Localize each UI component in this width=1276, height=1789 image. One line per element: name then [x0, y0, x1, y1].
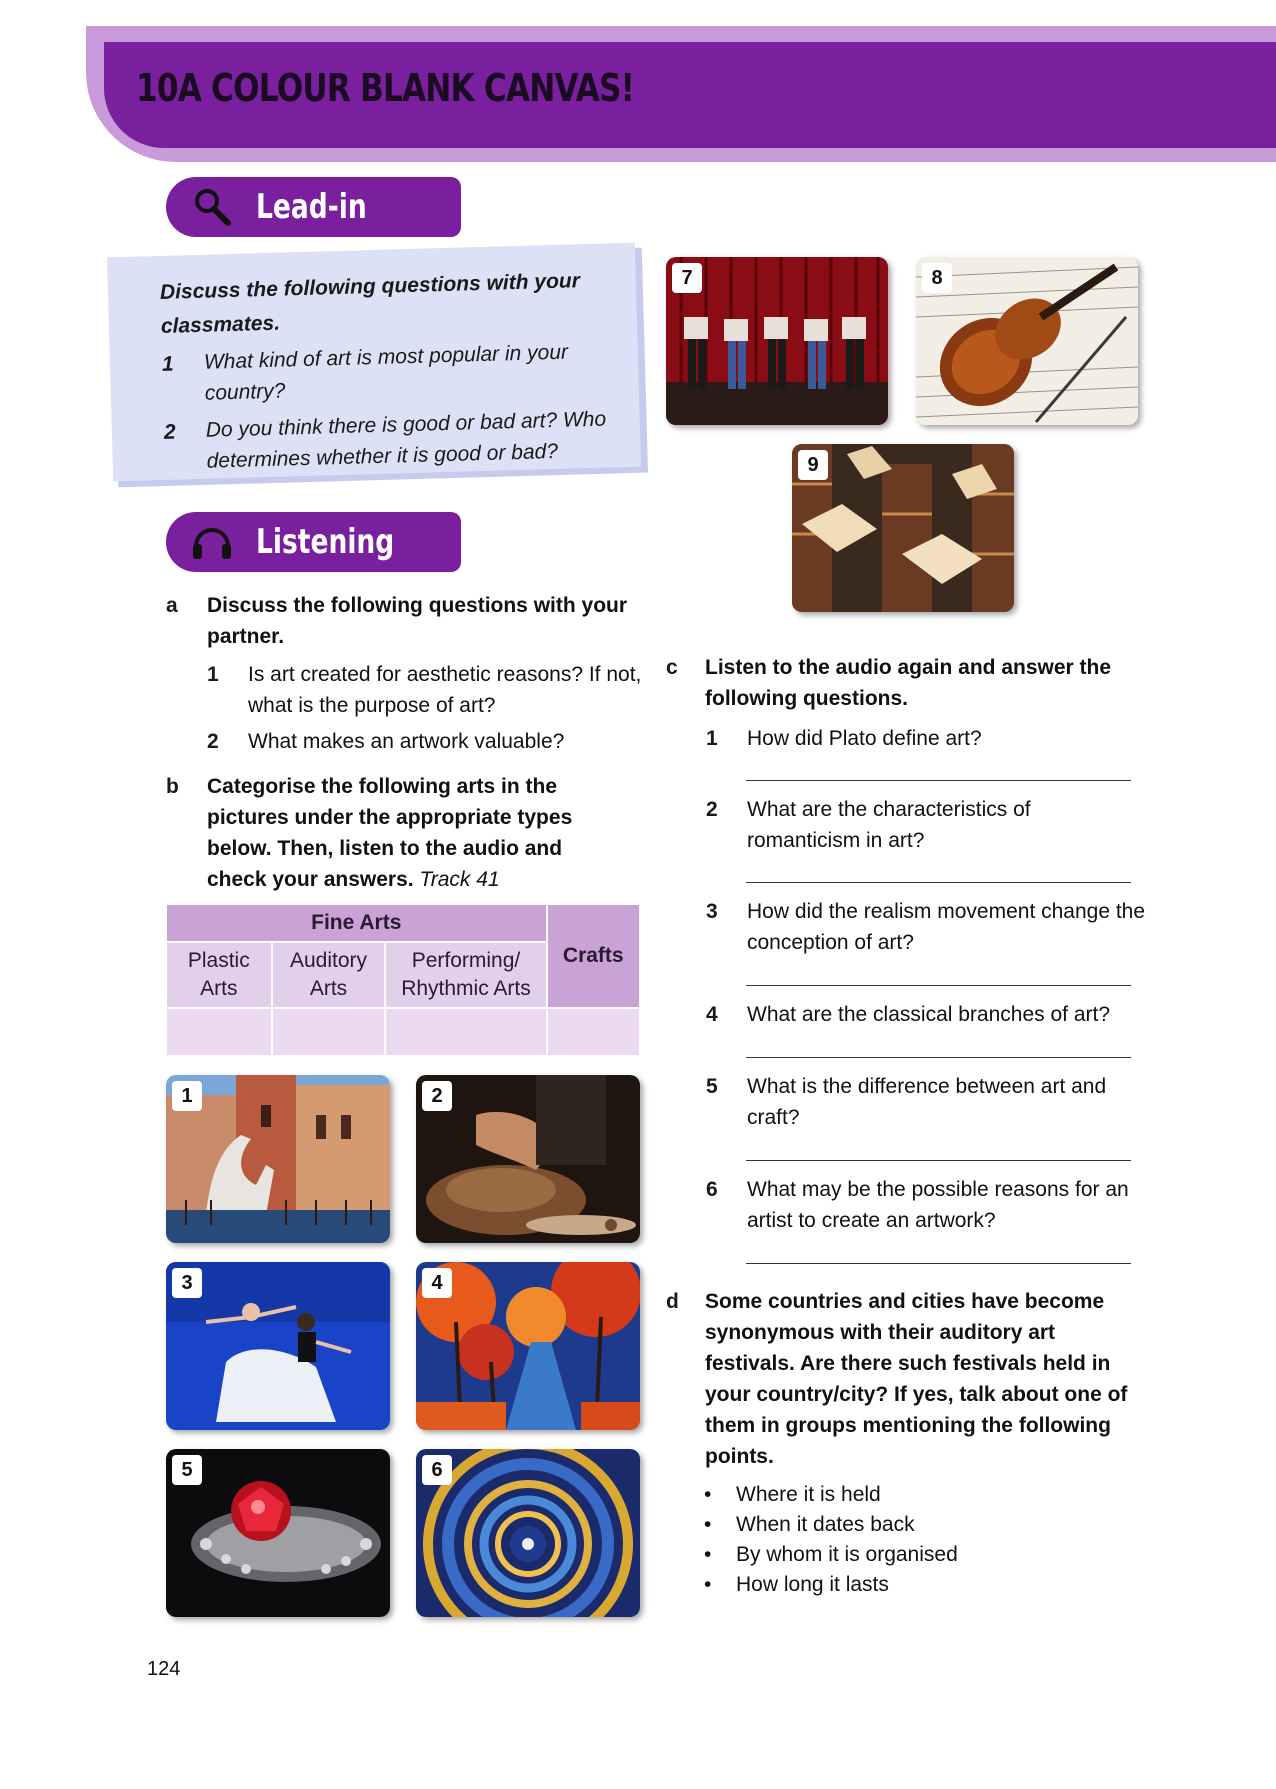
picture-number: 5 [172, 1455, 202, 1485]
question-number: 2 [163, 420, 176, 444]
track-label: Track 41 [419, 868, 500, 891]
answer-cell[interactable] [385, 1008, 546, 1056]
auditory-arts-header: Auditory Arts [272, 942, 386, 1008]
picture-3 [166, 1262, 390, 1430]
headphones-icon [190, 520, 234, 564]
exercise-a-item: What makes an artwork valuable? [248, 730, 565, 753]
answer-line[interactable] [746, 882, 1131, 883]
exercise-c-prompt: Listen to the audio again and answer the following questions. [705, 656, 1112, 710]
bullet-text: Where it is held [736, 1483, 881, 1506]
picture-number: 3 [172, 1268, 202, 1298]
leadin-box [107, 243, 641, 482]
leadin-question [163, 404, 609, 478]
fine-arts-header: Fine Arts [166, 904, 547, 942]
exercise-a-letter: a [166, 594, 178, 617]
item-number: 2 [207, 730, 219, 753]
answer-line[interactable] [746, 1263, 1131, 1264]
question-text: What kind of art is most popular in your country? [203, 340, 569, 405]
exercise-c-item: How did Plato define art? [747, 727, 982, 750]
listening-label: Listening [256, 522, 395, 562]
item-number: 1 [207, 663, 219, 686]
picture-9 [792, 444, 1014, 612]
exercise-b-instruction: Categorise the following arts in the pictures under the appropriate types below. Then, listen to the audio and check your answers. [207, 775, 573, 891]
bullet-item [704, 1510, 915, 1540]
answer-line[interactable] [746, 780, 1131, 781]
bullet-item [704, 1570, 889, 1600]
arts-category-table [165, 903, 641, 1057]
picture-5 [166, 1449, 390, 1617]
picture-6 [416, 1449, 640, 1617]
crafts-header: Crafts [547, 904, 640, 1008]
picture-8 [916, 257, 1138, 425]
picture-number: 8 [922, 263, 952, 293]
question-number: 1 [161, 352, 174, 376]
picture-7 [666, 257, 888, 425]
answer-cell[interactable] [547, 1008, 640, 1056]
bullet-icon: • [704, 1573, 712, 1596]
exercise-b-letter: b [166, 775, 179, 798]
exercise-d-letter: d [666, 1290, 679, 1313]
magnifier-icon [190, 185, 234, 229]
picture-number: 9 [798, 450, 828, 480]
exercise-d-prompt: Some countries and cities have become synonymous with their auditory art festivals. Are there such festivals held in your country/city? If yes, talk about one of them in groups mentioning the following points. [705, 1290, 1128, 1468]
answer-line[interactable] [746, 1057, 1131, 1058]
item-number: 3 [706, 900, 718, 923]
leadin-label: Lead-in [256, 187, 367, 227]
item-number: 4 [706, 1003, 718, 1026]
picture-number: 6 [422, 1455, 452, 1485]
item-number: 2 [706, 798, 718, 821]
picture-2 [416, 1075, 640, 1243]
exercise-c-item: What is the difference between art and craft? [747, 1075, 1107, 1129]
item-number: 5 [706, 1075, 718, 1098]
picture-1 [166, 1075, 390, 1243]
leadin-section-header [166, 177, 461, 237]
bullet-text: By whom it is organised [736, 1543, 958, 1566]
exercise-a-item: Is art created for aesthetic reasons? If not, what is the purpose of art? [248, 663, 642, 717]
bullet-icon: • [704, 1513, 712, 1536]
bullet-icon: • [704, 1543, 712, 1566]
picture-number: 2 [422, 1081, 452, 1111]
exercise-c-item: What are the characteristics of romanticism in art? [747, 798, 1031, 852]
item-number: 6 [706, 1178, 718, 1201]
bullet-item [704, 1480, 881, 1510]
plastic-arts-header: Plastic Arts [166, 942, 272, 1008]
exercise-c-item: How did the realism movement change the conception of art? [747, 900, 1146, 954]
item-number: 1 [706, 727, 718, 750]
picture-number: 4 [422, 1268, 452, 1298]
exercise-c-item: What may be the possible reasons for an artist to create an artwork? [747, 1178, 1129, 1232]
exercise-b-prompt [207, 771, 627, 895]
picture-number: 1 [172, 1081, 202, 1111]
bullet-text: How long it lasts [736, 1573, 889, 1596]
leadin-intro: Discuss the following questions with your classmates. [159, 269, 581, 338]
exercise-c-item: What are the classical branches of art? [747, 1003, 1111, 1026]
page-number: 124 [147, 1658, 181, 1680]
question-text: Do you think there is good or bad art? Who determines whether it is good or bad? [205, 407, 607, 473]
answer-cell[interactable] [166, 1008, 272, 1056]
answer-line[interactable] [746, 985, 1131, 986]
performing-arts-header: Performing/ Rhythmic Arts [385, 942, 546, 1008]
page-title: 10A COLOUR BLANK CANVAS! [136, 66, 635, 110]
bullet-text: When it dates back [736, 1513, 915, 1536]
exercise-a-prompt: Discuss the following questions with your partner. [207, 594, 628, 648]
answer-line[interactable] [746, 1160, 1131, 1161]
picture-4 [416, 1262, 640, 1430]
leadin-question [162, 336, 608, 410]
picture-number: 7 [672, 263, 702, 293]
listening-section-header [166, 512, 461, 572]
bullet-item [704, 1540, 958, 1570]
exercise-c-letter: c [666, 656, 678, 679]
answer-cell[interactable] [272, 1008, 386, 1056]
bullet-icon: • [704, 1483, 712, 1506]
